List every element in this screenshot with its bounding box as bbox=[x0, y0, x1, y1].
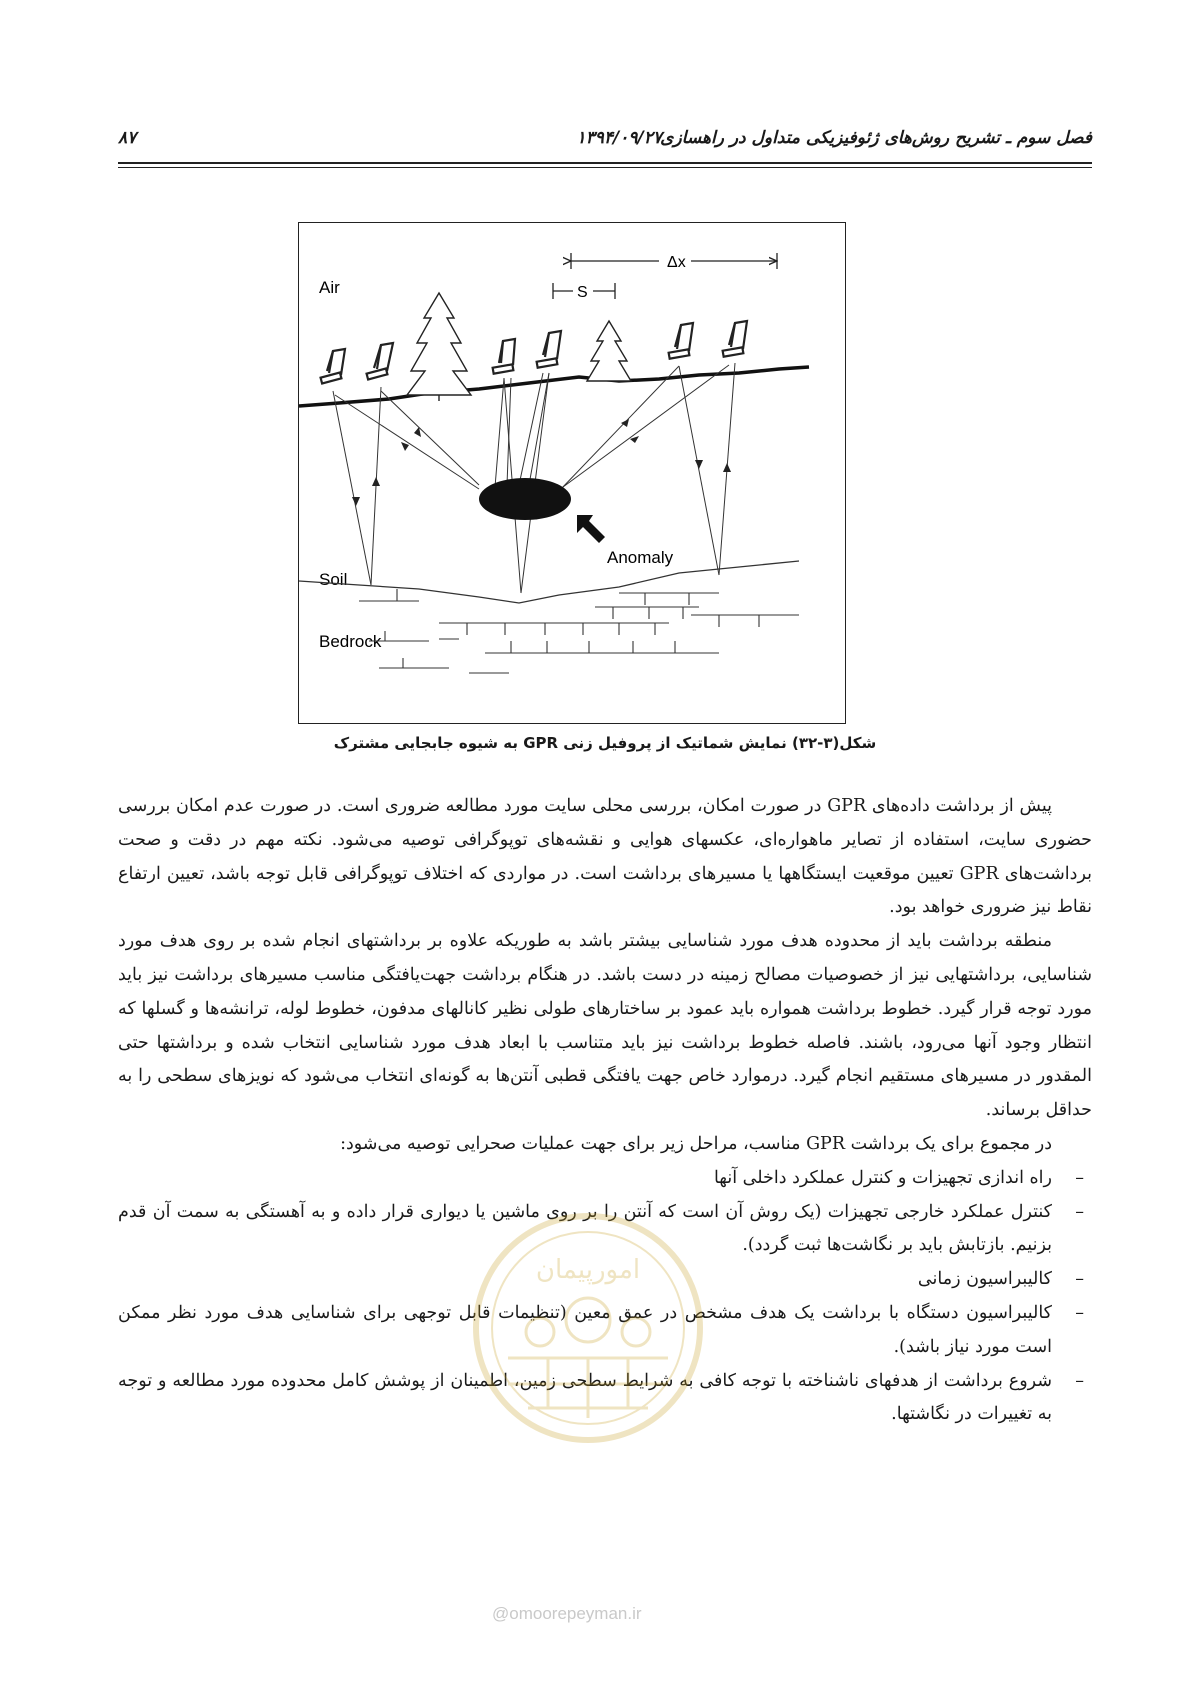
soil-label: Soil bbox=[319, 570, 348, 589]
list-item-text: کنترل عملکرد خارجی تجهیزات (یک روش آن است که آنتن را بر روی ماشین یا دیواری قرار داده و به آهستگی به سمت آن قدم بزنیم. بازتابش باید بر نگاشت‌ها ثبت گردد). bbox=[118, 1201, 1052, 1256]
gpr-diagram bbox=[299, 223, 845, 723]
bedrock-label: Bedrock bbox=[319, 632, 382, 651]
air-label: Air bbox=[319, 278, 340, 297]
bedrock-interface bbox=[299, 561, 799, 603]
page-header bbox=[118, 128, 1092, 162]
tree-icon-2 bbox=[587, 321, 631, 381]
chapter-title: فصل سوم ـ تشریح روش‌های ژئوفیزیکی متداول در راهسازی bbox=[660, 128, 1092, 148]
list-item bbox=[118, 1162, 1092, 1196]
header-rule bbox=[118, 162, 1092, 164]
page-number: ۸۷ bbox=[118, 128, 137, 148]
list-item-text: کالیبراسیون دستگاه با برداشت یک هدف مشخص در عمق معین (تنظیمات قابل توجهی برای شناسایی هدف مورد نظر ممکن است مورد نیاز باشد). bbox=[118, 1302, 1052, 1357]
watermark-seal-icon bbox=[468, 1208, 708, 1448]
list-item-text: شروع برداشت از هدفهای ناشناخته با توجه کافی به شرایط سطحی زمین، اطمینان از پوشش کامل محدوده مورد مطالعه و توجه به تغییرات در نگاشتها. bbox=[118, 1370, 1052, 1425]
tree-icon bbox=[407, 293, 471, 401]
anomaly-label: Anomaly bbox=[607, 548, 674, 567]
watermark-url: @omoorepeyman.ir bbox=[492, 1604, 642, 1623]
paragraph: پیش از برداشت داده‌های GPR در صورت امکان، بررسی محلی سایت مورد مطالعه ضروری است. در صورت عدم امکان بررسی حضوری سایت، استفاده از تصایر ماهواره‌ای، عکسهای هوایی و نقشه‌های توپوگرافی توصیه می‌شود. نکته مهم در دقت و صحت برداشت‌های GPR تعیین موقعیت ایستگاهها یا مسیرهای برداشت است. در مواردی که اختلاف توپوگرافی قابل توجه باشد، تعیین ارتفاع نقاط نیز ضروری خواهد بود. bbox=[118, 796, 1092, 918]
gpr-figure bbox=[298, 222, 846, 724]
anomaly-arrow-icon bbox=[577, 515, 605, 543]
paragraph: منطقه برداشت باید از محدوده هدف مورد شناسایی بیشتر باشد به طوریکه علاوه بر برداشتهای انجام شده بر روی هدف مورد شناسایی، برداشتهایی نیز از خصوصیات مصالح زمینه در دست باشد. در هنگام برداشت جهت‌یافتگی مناسب مسیرهای برداشت نیز باید مورد توجه قرار گیرد. خطوط برداشت همواره باید عمود بر ساختارهای طولی نظیر کانالهای مدفون، خطوط لوله، ترانشه‌ها و گسلها که انتظار وجود آنها می‌رود، باشند. فاصله خطوط برداشت نیز باید متناسب با ابعاد هدف مورد شناسایی انتخاب شده و برداشتها حتی المقدور در مسیرهای مستقیم انجام گیرد. درموارد خاص جهت یافتگی قطبی آنتن‌ها به گونه‌ای انتخاب می‌شود که نویزهای سطحی را به حداقل برساند. bbox=[118, 931, 1092, 1121]
bedrock-blocks bbox=[359, 589, 799, 673]
paragraph: در مجموع برای یک برداشت GPR مناسب، مراحل زیر برای جهت عملیات صحرایی توصیه می‌شود: bbox=[340, 1133, 1052, 1154]
delta-x-label: Δx bbox=[667, 254, 686, 271]
list-item-text: کالیبراسیون زمانی bbox=[917, 1269, 1052, 1290]
list-dash: – bbox=[1075, 1269, 1084, 1290]
list-dash: – bbox=[1075, 1302, 1084, 1323]
s-label: S bbox=[577, 284, 588, 301]
header-date: ۱۳۹۴/۰۹/۲۷ bbox=[576, 128, 662, 148]
figure-caption: شکل(۳-۳۲) نمایش شماتیک از پروفیل زنی GPR به شیوه جابجایی مشترک bbox=[333, 734, 877, 752]
list-dash: – bbox=[1075, 1167, 1084, 1188]
list-item-text: راه اندازی تجهیزات و کنترل عملکرد داخلی آنها bbox=[713, 1167, 1052, 1188]
anomaly-body bbox=[479, 478, 571, 520]
list-dash: – bbox=[1075, 1370, 1084, 1391]
watermark-logo-text: امورپیمان bbox=[535, 1255, 641, 1285]
antenna-icon bbox=[321, 321, 747, 383]
list-dash: – bbox=[1075, 1201, 1084, 1222]
header-rule-thin bbox=[118, 167, 1092, 168]
